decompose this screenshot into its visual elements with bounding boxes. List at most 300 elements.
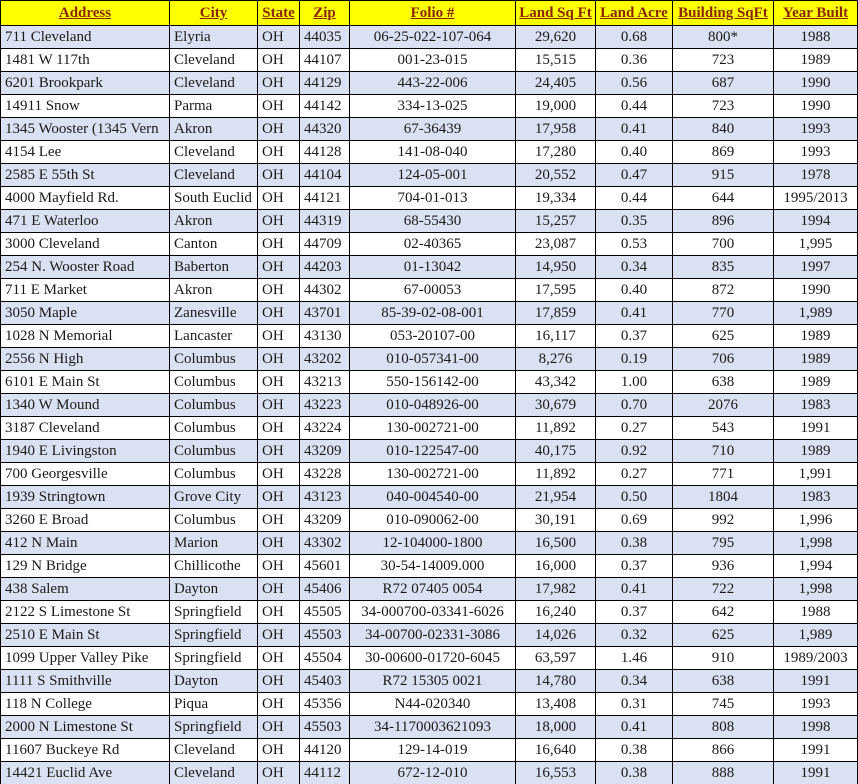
- cell-folio[interactable]: 30-00600-01720-6045: [350, 647, 516, 670]
- cell-land-sqft[interactable]: 43,342: [516, 371, 596, 394]
- cell-address[interactable]: 412 N Main: [1, 532, 170, 555]
- cell-zip[interactable]: 45503: [300, 624, 350, 647]
- cell-state[interactable]: OH: [258, 371, 300, 394]
- cell-land-sqft[interactable]: 14,026: [516, 624, 596, 647]
- cell-year-built[interactable]: 1993: [774, 693, 858, 716]
- cell-land-acre[interactable]: 0.27: [596, 417, 673, 440]
- cell-year-built[interactable]: 1990: [774, 95, 858, 118]
- cell-city[interactable]: Dayton: [170, 578, 258, 601]
- cell-state[interactable]: OH: [258, 739, 300, 762]
- cell-city[interactable]: Columbus: [170, 440, 258, 463]
- cell-building-sqft[interactable]: 888: [673, 762, 774, 784]
- cell-state[interactable]: OH: [258, 141, 300, 164]
- cell-address[interactable]: 2556 N High: [1, 348, 170, 371]
- cell-state[interactable]: OH: [258, 693, 300, 716]
- cell-land-sqft[interactable]: 8,276: [516, 348, 596, 371]
- cell-land-acre[interactable]: 0.69: [596, 509, 673, 532]
- cell-folio[interactable]: 001-23-015: [350, 49, 516, 72]
- cell-zip[interactable]: 43228: [300, 463, 350, 486]
- cell-state[interactable]: OH: [258, 325, 300, 348]
- cell-year-built[interactable]: 1991: [774, 670, 858, 693]
- cell-land-sqft[interactable]: 16,240: [516, 601, 596, 624]
- cell-land-acre[interactable]: 0.36: [596, 49, 673, 72]
- cell-building-sqft[interactable]: 770: [673, 302, 774, 325]
- cell-building-sqft[interactable]: 896: [673, 210, 774, 233]
- cell-land-sqft[interactable]: 40,175: [516, 440, 596, 463]
- cell-state[interactable]: OH: [258, 302, 300, 325]
- cell-year-built[interactable]: 1978: [774, 164, 858, 187]
- cell-land-acre[interactable]: 0.32: [596, 624, 673, 647]
- cell-building-sqft[interactable]: 910: [673, 647, 774, 670]
- cell-folio[interactable]: 334-13-025: [350, 95, 516, 118]
- cell-zip[interactable]: 44129: [300, 72, 350, 95]
- cell-land-sqft[interactable]: 29,620: [516, 26, 596, 49]
- cell-address[interactable]: 4154 Lee: [1, 141, 170, 164]
- cell-folio[interactable]: N44-020340: [350, 693, 516, 716]
- cell-city[interactable]: Columbus: [170, 348, 258, 371]
- cell-land-sqft[interactable]: 17,958: [516, 118, 596, 141]
- cell-zip[interactable]: 44104: [300, 164, 350, 187]
- cell-city[interactable]: Grove City: [170, 486, 258, 509]
- cell-folio[interactable]: 67-00053: [350, 279, 516, 302]
- cell-land-acre[interactable]: 0.44: [596, 95, 673, 118]
- cell-building-sqft[interactable]: 687: [673, 72, 774, 95]
- cell-land-acre[interactable]: 0.31: [596, 693, 673, 716]
- cell-city[interactable]: Canton: [170, 233, 258, 256]
- cell-address[interactable]: 3260 E Broad: [1, 509, 170, 532]
- cell-folio[interactable]: 672-12-010: [350, 762, 516, 784]
- cell-year-built[interactable]: 1,994: [774, 555, 858, 578]
- cell-year-built[interactable]: 1983: [774, 394, 858, 417]
- cell-building-sqft[interactable]: 638: [673, 371, 774, 394]
- cell-land-acre[interactable]: 0.38: [596, 762, 673, 784]
- cell-city[interactable]: Cleveland: [170, 49, 258, 72]
- cell-folio[interactable]: R72 07405 0054: [350, 578, 516, 601]
- cell-land-acre[interactable]: 0.41: [596, 716, 673, 739]
- cell-year-built[interactable]: 1989: [774, 325, 858, 348]
- cell-address[interactable]: 129 N Bridge: [1, 555, 170, 578]
- cell-city[interactable]: Springfield: [170, 624, 258, 647]
- cell-land-acre[interactable]: 0.68: [596, 26, 673, 49]
- column-header-building-sqft[interactable]: Building SqFt: [673, 1, 774, 26]
- cell-building-sqft[interactable]: 644: [673, 187, 774, 210]
- cell-land-acre[interactable]: 0.47: [596, 164, 673, 187]
- cell-building-sqft[interactable]: 700: [673, 233, 774, 256]
- cell-address[interactable]: 1939 Stringtown: [1, 486, 170, 509]
- cell-city[interactable]: Akron: [170, 118, 258, 141]
- cell-land-sqft[interactable]: 24,405: [516, 72, 596, 95]
- cell-zip[interactable]: 45406: [300, 578, 350, 601]
- cell-folio[interactable]: 704-01-013: [350, 187, 516, 210]
- cell-state[interactable]: OH: [258, 624, 300, 647]
- cell-address[interactable]: 471 E Waterloo: [1, 210, 170, 233]
- cell-land-sqft[interactable]: 23,087: [516, 233, 596, 256]
- cell-state[interactable]: OH: [258, 762, 300, 784]
- cell-zip[interactable]: 43223: [300, 394, 350, 417]
- cell-folio[interactable]: 34-000700-03341-6026: [350, 601, 516, 624]
- cell-land-sqft[interactable]: 13,408: [516, 693, 596, 716]
- cell-building-sqft[interactable]: 800*: [673, 26, 774, 49]
- cell-address[interactable]: 1940 E Livingston: [1, 440, 170, 463]
- cell-folio[interactable]: 68-55430: [350, 210, 516, 233]
- cell-city[interactable]: Columbus: [170, 371, 258, 394]
- cell-address[interactable]: 118 N College: [1, 693, 170, 716]
- cell-building-sqft[interactable]: 722: [673, 578, 774, 601]
- cell-land-acre[interactable]: 0.40: [596, 141, 673, 164]
- cell-land-acre[interactable]: 0.37: [596, 601, 673, 624]
- cell-address[interactable]: 2122 S Limestone St: [1, 601, 170, 624]
- cell-city[interactable]: South Euclid: [170, 187, 258, 210]
- cell-land-sqft[interactable]: 16,500: [516, 532, 596, 555]
- cell-building-sqft[interactable]: 723: [673, 49, 774, 72]
- cell-folio[interactable]: 06-25-022-107-064: [350, 26, 516, 49]
- cell-state[interactable]: OH: [258, 486, 300, 509]
- column-header-city[interactable]: City: [170, 1, 258, 26]
- cell-land-sqft[interactable]: 15,257: [516, 210, 596, 233]
- cell-land-sqft[interactable]: 11,892: [516, 417, 596, 440]
- cell-zip[interactable]: 44142: [300, 95, 350, 118]
- column-header-folio[interactable]: Folio #: [350, 1, 516, 26]
- cell-land-sqft[interactable]: 16,117: [516, 325, 596, 348]
- cell-land-acre[interactable]: 0.19: [596, 348, 673, 371]
- cell-zip[interactable]: 44035: [300, 26, 350, 49]
- cell-building-sqft[interactable]: 869: [673, 141, 774, 164]
- cell-land-acre[interactable]: 0.37: [596, 325, 673, 348]
- cell-city[interactable]: Akron: [170, 279, 258, 302]
- cell-zip[interactable]: 45601: [300, 555, 350, 578]
- cell-address[interactable]: 1481 W 117th: [1, 49, 170, 72]
- cell-state[interactable]: OH: [258, 532, 300, 555]
- cell-year-built[interactable]: 1,996: [774, 509, 858, 532]
- cell-folio[interactable]: 34-1170003621093: [350, 716, 516, 739]
- cell-land-acre[interactable]: 0.41: [596, 118, 673, 141]
- cell-land-acre[interactable]: 0.27: [596, 463, 673, 486]
- cell-land-sqft[interactable]: 19,334: [516, 187, 596, 210]
- cell-land-acre[interactable]: 0.37: [596, 555, 673, 578]
- cell-zip[interactable]: 44128: [300, 141, 350, 164]
- cell-zip[interactable]: 45356: [300, 693, 350, 716]
- cell-zip[interactable]: 44120: [300, 739, 350, 762]
- cell-city[interactable]: Columbus: [170, 509, 258, 532]
- cell-year-built[interactable]: 1,995: [774, 233, 858, 256]
- cell-folio[interactable]: 130-002721-00: [350, 417, 516, 440]
- cell-land-acre[interactable]: 0.70: [596, 394, 673, 417]
- cell-zip[interactable]: 45504: [300, 647, 350, 670]
- cell-building-sqft[interactable]: 706: [673, 348, 774, 371]
- column-header-land-acre[interactable]: Land Acre: [596, 1, 673, 26]
- cell-zip[interactable]: 44302: [300, 279, 350, 302]
- cell-land-sqft[interactable]: 17,595: [516, 279, 596, 302]
- column-header-state[interactable]: State: [258, 1, 300, 26]
- cell-zip[interactable]: 44319: [300, 210, 350, 233]
- cell-state[interactable]: OH: [258, 95, 300, 118]
- cell-address[interactable]: 11607 Buckeye Rd: [1, 739, 170, 762]
- cell-land-sqft[interactable]: 30,679: [516, 394, 596, 417]
- cell-year-built[interactable]: 1988: [774, 26, 858, 49]
- cell-zip[interactable]: 44107: [300, 49, 350, 72]
- cell-building-sqft[interactable]: 835: [673, 256, 774, 279]
- cell-state[interactable]: OH: [258, 187, 300, 210]
- cell-year-built[interactable]: 1989: [774, 49, 858, 72]
- cell-land-acre[interactable]: 0.38: [596, 532, 673, 555]
- cell-address[interactable]: 14421 Euclid Ave: [1, 762, 170, 784]
- cell-state[interactable]: OH: [258, 72, 300, 95]
- cell-folio[interactable]: 010-057341-00: [350, 348, 516, 371]
- cell-land-sqft[interactable]: 11,892: [516, 463, 596, 486]
- cell-zip[interactable]: 43209: [300, 440, 350, 463]
- cell-state[interactable]: OH: [258, 670, 300, 693]
- cell-zip[interactable]: 44709: [300, 233, 350, 256]
- cell-folio[interactable]: 040-004540-00: [350, 486, 516, 509]
- cell-state[interactable]: OH: [258, 555, 300, 578]
- cell-building-sqft[interactable]: 625: [673, 624, 774, 647]
- cell-state[interactable]: OH: [258, 463, 300, 486]
- cell-address[interactable]: 4000 Mayfield Rd.: [1, 187, 170, 210]
- cell-land-sqft[interactable]: 15,515: [516, 49, 596, 72]
- cell-address[interactable]: 1099 Upper Valley Pike: [1, 647, 170, 670]
- cell-state[interactable]: OH: [258, 256, 300, 279]
- cell-folio[interactable]: 12-104000-1800: [350, 532, 516, 555]
- cell-state[interactable]: OH: [258, 233, 300, 256]
- cell-city[interactable]: Lancaster: [170, 325, 258, 348]
- cell-zip[interactable]: 43224: [300, 417, 350, 440]
- cell-year-built[interactable]: 1983: [774, 486, 858, 509]
- cell-building-sqft[interactable]: 771: [673, 463, 774, 486]
- cell-year-built[interactable]: 1990: [774, 72, 858, 95]
- cell-land-acre[interactable]: 1.00: [596, 371, 673, 394]
- cell-state[interactable]: OH: [258, 440, 300, 463]
- cell-city[interactable]: Cleveland: [170, 141, 258, 164]
- cell-zip[interactable]: 44320: [300, 118, 350, 141]
- cell-city[interactable]: Parma: [170, 95, 258, 118]
- cell-address[interactable]: 254 N. Wooster Road: [1, 256, 170, 279]
- cell-land-sqft[interactable]: 16,640: [516, 739, 596, 762]
- cell-land-acre[interactable]: 0.41: [596, 302, 673, 325]
- cell-year-built[interactable]: 1993: [774, 141, 858, 164]
- cell-zip[interactable]: 43701: [300, 302, 350, 325]
- cell-land-acre[interactable]: 0.44: [596, 187, 673, 210]
- cell-address[interactable]: 711 E Market: [1, 279, 170, 302]
- cell-folio[interactable]: 130-002721-00: [350, 463, 516, 486]
- cell-state[interactable]: OH: [258, 578, 300, 601]
- cell-land-sqft[interactable]: 17,280: [516, 141, 596, 164]
- cell-land-sqft[interactable]: 17,982: [516, 578, 596, 601]
- cell-city[interactable]: Baberton: [170, 256, 258, 279]
- cell-building-sqft[interactable]: 710: [673, 440, 774, 463]
- cell-land-sqft[interactable]: 14,780: [516, 670, 596, 693]
- cell-folio[interactable]: 01-13042: [350, 256, 516, 279]
- cell-address[interactable]: 2510 E Main St: [1, 624, 170, 647]
- cell-city[interactable]: Elyria: [170, 26, 258, 49]
- cell-address[interactable]: 3187 Cleveland: [1, 417, 170, 440]
- cell-state[interactable]: OH: [258, 417, 300, 440]
- cell-city[interactable]: Springfield: [170, 716, 258, 739]
- cell-building-sqft[interactable]: 642: [673, 601, 774, 624]
- cell-city[interactable]: Marion: [170, 532, 258, 555]
- cell-state[interactable]: OH: [258, 164, 300, 187]
- column-header-address[interactable]: Address: [1, 1, 170, 26]
- cell-building-sqft[interactable]: 625: [673, 325, 774, 348]
- cell-land-sqft[interactable]: 18,000: [516, 716, 596, 739]
- cell-folio[interactable]: 053-20107-00: [350, 325, 516, 348]
- cell-address[interactable]: 1345 Wooster (1345 Vern: [1, 118, 170, 141]
- cell-state[interactable]: OH: [258, 394, 300, 417]
- cell-zip[interactable]: 43123: [300, 486, 350, 509]
- cell-zip[interactable]: 43130: [300, 325, 350, 348]
- cell-folio[interactable]: 02-40365: [350, 233, 516, 256]
- cell-land-sqft[interactable]: 17,859: [516, 302, 596, 325]
- cell-year-built[interactable]: 1995/2013: [774, 187, 858, 210]
- cell-address[interactable]: 2000 N Limestone St: [1, 716, 170, 739]
- cell-state[interactable]: OH: [258, 49, 300, 72]
- cell-building-sqft[interactable]: 1804: [673, 486, 774, 509]
- cell-building-sqft[interactable]: 840: [673, 118, 774, 141]
- cell-building-sqft[interactable]: 795: [673, 532, 774, 555]
- cell-city[interactable]: Zanesville: [170, 302, 258, 325]
- cell-building-sqft[interactable]: 745: [673, 693, 774, 716]
- cell-land-sqft[interactable]: 16,000: [516, 555, 596, 578]
- cell-folio[interactable]: 141-08-040: [350, 141, 516, 164]
- cell-land-acre[interactable]: 0.35: [596, 210, 673, 233]
- cell-state[interactable]: OH: [258, 601, 300, 624]
- cell-city[interactable]: Akron: [170, 210, 258, 233]
- cell-year-built[interactable]: 1988: [774, 601, 858, 624]
- cell-year-built[interactable]: 1991: [774, 417, 858, 440]
- cell-land-acre[interactable]: 0.38: [596, 739, 673, 762]
- cell-city[interactable]: Cleveland: [170, 164, 258, 187]
- cell-land-sqft[interactable]: 16,553: [516, 762, 596, 784]
- cell-folio[interactable]: 550-156142-00: [350, 371, 516, 394]
- cell-folio[interactable]: 85-39-02-08-001: [350, 302, 516, 325]
- cell-building-sqft[interactable]: 936: [673, 555, 774, 578]
- cell-address[interactable]: 6101 E Main St: [1, 371, 170, 394]
- cell-city[interactable]: Dayton: [170, 670, 258, 693]
- cell-year-built[interactable]: 1994: [774, 210, 858, 233]
- cell-year-built[interactable]: 1,998: [774, 578, 858, 601]
- cell-zip[interactable]: 43302: [300, 532, 350, 555]
- cell-city[interactable]: Columbus: [170, 463, 258, 486]
- cell-city[interactable]: Cleveland: [170, 739, 258, 762]
- cell-zip[interactable]: 44112: [300, 762, 350, 784]
- column-header-year-built[interactable]: Year Built: [774, 1, 858, 26]
- cell-state[interactable]: OH: [258, 647, 300, 670]
- cell-building-sqft[interactable]: 808: [673, 716, 774, 739]
- cell-land-acre[interactable]: 0.34: [596, 256, 673, 279]
- cell-folio[interactable]: 129-14-019: [350, 739, 516, 762]
- cell-state[interactable]: OH: [258, 716, 300, 739]
- cell-state[interactable]: OH: [258, 118, 300, 141]
- cell-zip[interactable]: 43202: [300, 348, 350, 371]
- cell-address[interactable]: 1111 S Smithville: [1, 670, 170, 693]
- cell-year-built[interactable]: 1989: [774, 440, 858, 463]
- cell-state[interactable]: OH: [258, 348, 300, 371]
- cell-city[interactable]: Cleveland: [170, 72, 258, 95]
- cell-land-acre[interactable]: 0.41: [596, 578, 673, 601]
- cell-state[interactable]: OH: [258, 279, 300, 302]
- cell-folio[interactable]: 67-36439: [350, 118, 516, 141]
- cell-land-sqft[interactable]: 19,000: [516, 95, 596, 118]
- cell-land-acre[interactable]: 0.92: [596, 440, 673, 463]
- cell-state[interactable]: OH: [258, 210, 300, 233]
- cell-address[interactable]: 3050 Maple: [1, 302, 170, 325]
- cell-folio[interactable]: 010-122547-00: [350, 440, 516, 463]
- cell-building-sqft[interactable]: 915: [673, 164, 774, 187]
- cell-land-sqft[interactable]: 63,597: [516, 647, 596, 670]
- cell-state[interactable]: OH: [258, 26, 300, 49]
- cell-land-acre[interactable]: 0.56: [596, 72, 673, 95]
- cell-year-built[interactable]: 1,991: [774, 463, 858, 486]
- cell-address[interactable]: 700 Georgesville: [1, 463, 170, 486]
- cell-land-acre[interactable]: 0.50: [596, 486, 673, 509]
- cell-zip[interactable]: 43209: [300, 509, 350, 532]
- cell-land-sqft[interactable]: 20,552: [516, 164, 596, 187]
- cell-year-built[interactable]: 1997: [774, 256, 858, 279]
- cell-building-sqft[interactable]: 638: [673, 670, 774, 693]
- cell-land-sqft[interactable]: 30,191: [516, 509, 596, 532]
- column-header-land-sqft[interactable]: Land Sq Ft: [516, 1, 596, 26]
- cell-address[interactable]: 6201 Brookpark: [1, 72, 170, 95]
- cell-zip[interactable]: 44121: [300, 187, 350, 210]
- cell-address[interactable]: 711 Cleveland: [1, 26, 170, 49]
- cell-building-sqft[interactable]: 543: [673, 417, 774, 440]
- cell-city[interactable]: Columbus: [170, 417, 258, 440]
- cell-folio[interactable]: 30-54-14009.000: [350, 555, 516, 578]
- cell-folio[interactable]: 443-22-006: [350, 72, 516, 95]
- cell-city[interactable]: Springfield: [170, 647, 258, 670]
- cell-folio[interactable]: 34-00700-02331-3086: [350, 624, 516, 647]
- cell-zip[interactable]: 45403: [300, 670, 350, 693]
- cell-year-built[interactable]: 1989/2003: [774, 647, 858, 670]
- cell-year-built[interactable]: 1989: [774, 371, 858, 394]
- cell-city[interactable]: Cleveland: [170, 762, 258, 784]
- cell-land-acre[interactable]: 1.46: [596, 647, 673, 670]
- cell-address[interactable]: 438 Salem: [1, 578, 170, 601]
- cell-address[interactable]: 1028 N Memorial: [1, 325, 170, 348]
- cell-land-acre[interactable]: 0.40: [596, 279, 673, 302]
- cell-zip[interactable]: 45503: [300, 716, 350, 739]
- cell-folio[interactable]: R72 15305 0021: [350, 670, 516, 693]
- column-header-zip[interactable]: Zip: [300, 1, 350, 26]
- cell-building-sqft[interactable]: 723: [673, 95, 774, 118]
- cell-year-built[interactable]: 1,998: [774, 532, 858, 555]
- cell-building-sqft[interactable]: 2076: [673, 394, 774, 417]
- cell-land-sqft[interactable]: 14,950: [516, 256, 596, 279]
- cell-land-acre[interactable]: 0.53: [596, 233, 673, 256]
- cell-zip[interactable]: 44203: [300, 256, 350, 279]
- cell-year-built[interactable]: 1990: [774, 279, 858, 302]
- cell-city[interactable]: Chillicothe: [170, 555, 258, 578]
- cell-year-built[interactable]: 1993: [774, 118, 858, 141]
- cell-city[interactable]: Springfield: [170, 601, 258, 624]
- cell-folio[interactable]: 010-090062-00: [350, 509, 516, 532]
- cell-address[interactable]: 2585 E 55th St: [1, 164, 170, 187]
- cell-folio[interactable]: 124-05-001: [350, 164, 516, 187]
- cell-address[interactable]: 14911 Snow: [1, 95, 170, 118]
- cell-year-built[interactable]: 1,989: [774, 624, 858, 647]
- cell-zip[interactable]: 43213: [300, 371, 350, 394]
- cell-folio[interactable]: 010-048926-00: [350, 394, 516, 417]
- cell-land-sqft[interactable]: 21,954: [516, 486, 596, 509]
- cell-year-built[interactable]: 1991: [774, 762, 858, 784]
- cell-zip[interactable]: 45505: [300, 601, 350, 624]
- cell-address[interactable]: 1340 W Mound: [1, 394, 170, 417]
- cell-building-sqft[interactable]: 992: [673, 509, 774, 532]
- cell-building-sqft[interactable]: 872: [673, 279, 774, 302]
- cell-year-built[interactable]: 1991: [774, 739, 858, 762]
- cell-building-sqft[interactable]: 866: [673, 739, 774, 762]
- cell-year-built[interactable]: 1989: [774, 348, 858, 371]
- cell-address[interactable]: 3000 Cleveland: [1, 233, 170, 256]
